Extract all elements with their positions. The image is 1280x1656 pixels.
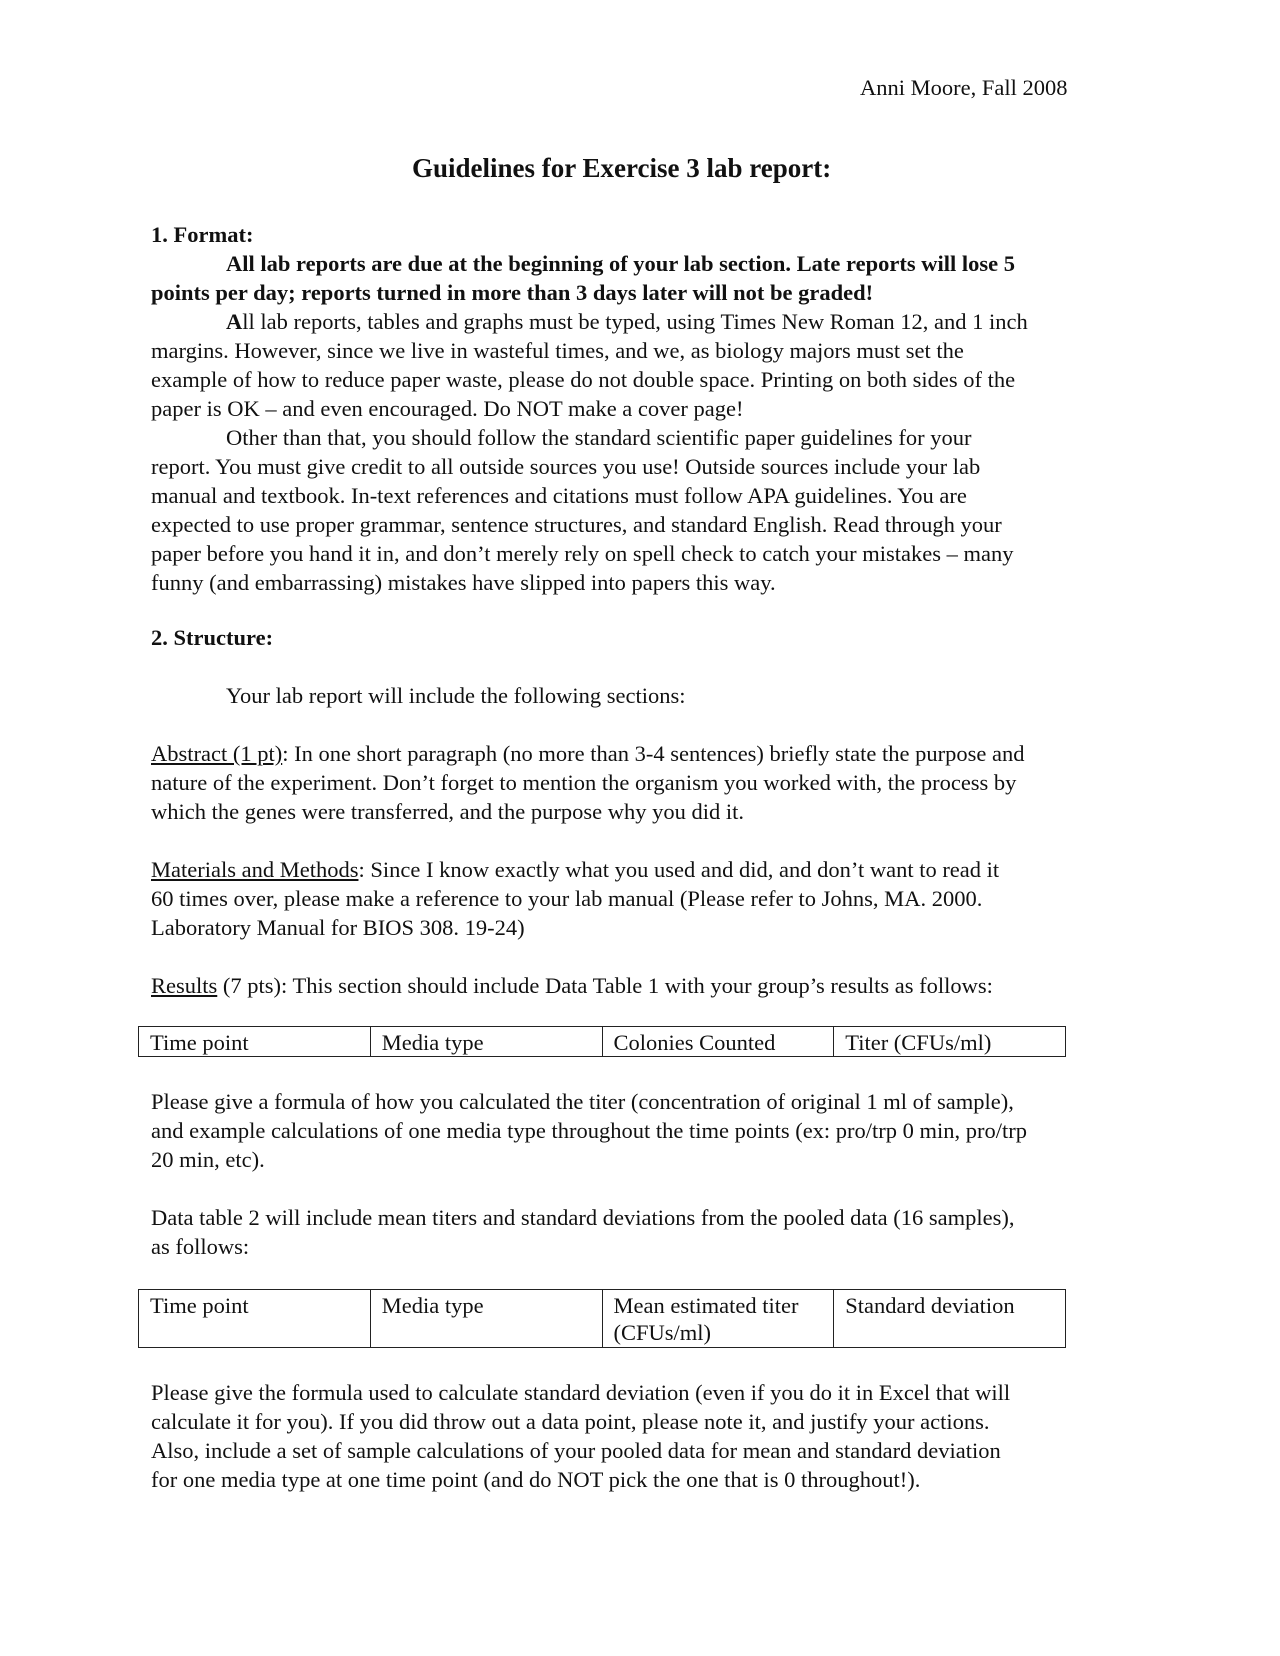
typing-line-1	[151, 307, 1131, 336]
table2-header-cell: Standard deviation	[834, 1290, 1066, 1348]
table2-header-cell: Mean estimated titer (CFUs/ml)	[602, 1290, 834, 1348]
formula-line-3: 20 min, etc).	[151, 1147, 265, 1172]
results-line: Results (7 pts): This section should include Data Table 1 with your group’s results as follows:	[151, 973, 993, 998]
results-label: Results	[151, 973, 218, 998]
abstract-paragraph	[151, 739, 1131, 826]
drop-letter: A	[226, 309, 243, 334]
table2-intro-line-2: as follows:	[151, 1234, 250, 1259]
format-heading: 1. Format:	[151, 222, 254, 247]
methods-label: Materials and Methods	[151, 857, 359, 882]
titer-formula-paragraph	[151, 1087, 1131, 1174]
guidelines-line-3: manual and textbook. In-text references and citations must follow APA guidelines. You are	[151, 483, 967, 508]
structure-intro: Your lab report will include the following sections:	[226, 683, 686, 708]
sd-line-2: calculate it for you). If you did throw out a data point, please note it, and justify your actions.	[151, 1409, 990, 1434]
deadline-line-2: points per day; reports turned in more than 3 days later will not be graded!	[151, 280, 874, 305]
table-row	[139, 1290, 1066, 1348]
methods-line-3: Laboratory Manual for BIOS 308. 19-24)	[151, 915, 525, 940]
typing-line-3: example of how to reduce paper waste, please do not double space. Printing on both sides of the	[151, 367, 1016, 392]
abstract-line-1: Abstract (1 pt): In one short paragraph (no more than 3-4 sentences) briefly state the purpose and	[151, 741, 1025, 766]
sd-line-1: Please give the formula used to calculate standard deviation (even if you do it in Excel that will	[151, 1380, 1011, 1405]
table2-intro-line-1: Data table 2 will include mean titers and standard deviations from the pooled data (16 samples),	[151, 1205, 1015, 1230]
table2-header-cell: Media type	[370, 1290, 602, 1348]
std-dev-paragraph	[151, 1378, 1131, 1494]
methods-paragraph	[151, 855, 1131, 942]
formula-line-2: and example calculations of one media type throughout the time points (ex: pro/trp 0 min, pro/trp	[151, 1118, 1028, 1143]
structure-heading: 2. Structure:	[151, 625, 274, 650]
guidelines-line-6: funny (and embarrassing) mistakes have slipped into papers this way.	[151, 570, 776, 595]
table1-header-cell: Colonies Counted	[602, 1027, 834, 1057]
table1-header-cell: Time point	[139, 1027, 371, 1057]
table2-intro-paragraph	[151, 1203, 1131, 1261]
author-date: Anni Moore, Fall 2008	[860, 75, 1068, 100]
page-title: Guidelines for Exercise 3 lab report:	[412, 153, 832, 183]
abstract-line-2: nature of the experiment. Don’t forget to mention the organism you worked with, the process by	[151, 770, 1017, 795]
abstract-line-3: which the genes were transferred, and the purpose why you did it.	[151, 799, 744, 824]
sd-line-3: Also, include a set of sample calculations of your pooled data for mean and standard deviation	[151, 1438, 1001, 1463]
abstract-label: Abstract (1 pt)	[151, 741, 283, 766]
guidelines-line-2: report. You must give credit to all outside sources you use! Outside sources include your lab	[151, 454, 981, 479]
typing-line-1-text: ll lab reports, tables and graphs must be typed, using Times New Roman 12, and 1 inch	[242, 309, 1028, 334]
typing-line-4: paper is OK – and even encouraged. Do NOT make a cover page!	[151, 396, 744, 421]
methods-line-2: 60 times over, please make a reference to your lab manual (Please refer to Johns, MA. 2000.	[151, 886, 983, 911]
guidelines-line-1: Other than that, you should follow the standard scientific paper guidelines for your	[226, 425, 972, 450]
table-row	[139, 1027, 1066, 1057]
deadline-line-1: All lab reports are due at the beginning of your lab section. Late reports will lose 5	[226, 251, 1015, 276]
table2-header-cell: Time point	[139, 1290, 371, 1348]
data-table-2	[138, 1289, 1066, 1348]
formula-line-1: Please give a formula of how you calculated the titer (concentration of original 1 ml of sample),	[151, 1089, 1014, 1114]
guidelines-line-4: expected to use proper grammar, sentence structures, and standard English. Read through your	[151, 512, 1002, 537]
table1-header-cell: Titer (CFUs/ml)	[834, 1027, 1066, 1057]
format-section	[151, 220, 1131, 597]
data-table-1	[138, 1026, 1066, 1057]
typing-line-2: margins. However, since we live in wasteful times, and we, as biology majors must set the	[151, 338, 964, 363]
methods-line-1: Materials and Methods: Since I know exactly what you used and did, and don’t want to read it	[151, 857, 1000, 882]
sd-line-4: for one media type at one time point (and do NOT pick the one that is 0 throughout!).	[151, 1467, 921, 1492]
guidelines-line-5: paper before you hand it in, and don’t merely rely on spell check to catch your mistakes – many	[151, 541, 1014, 566]
table1-header-cell: Media type	[370, 1027, 602, 1057]
